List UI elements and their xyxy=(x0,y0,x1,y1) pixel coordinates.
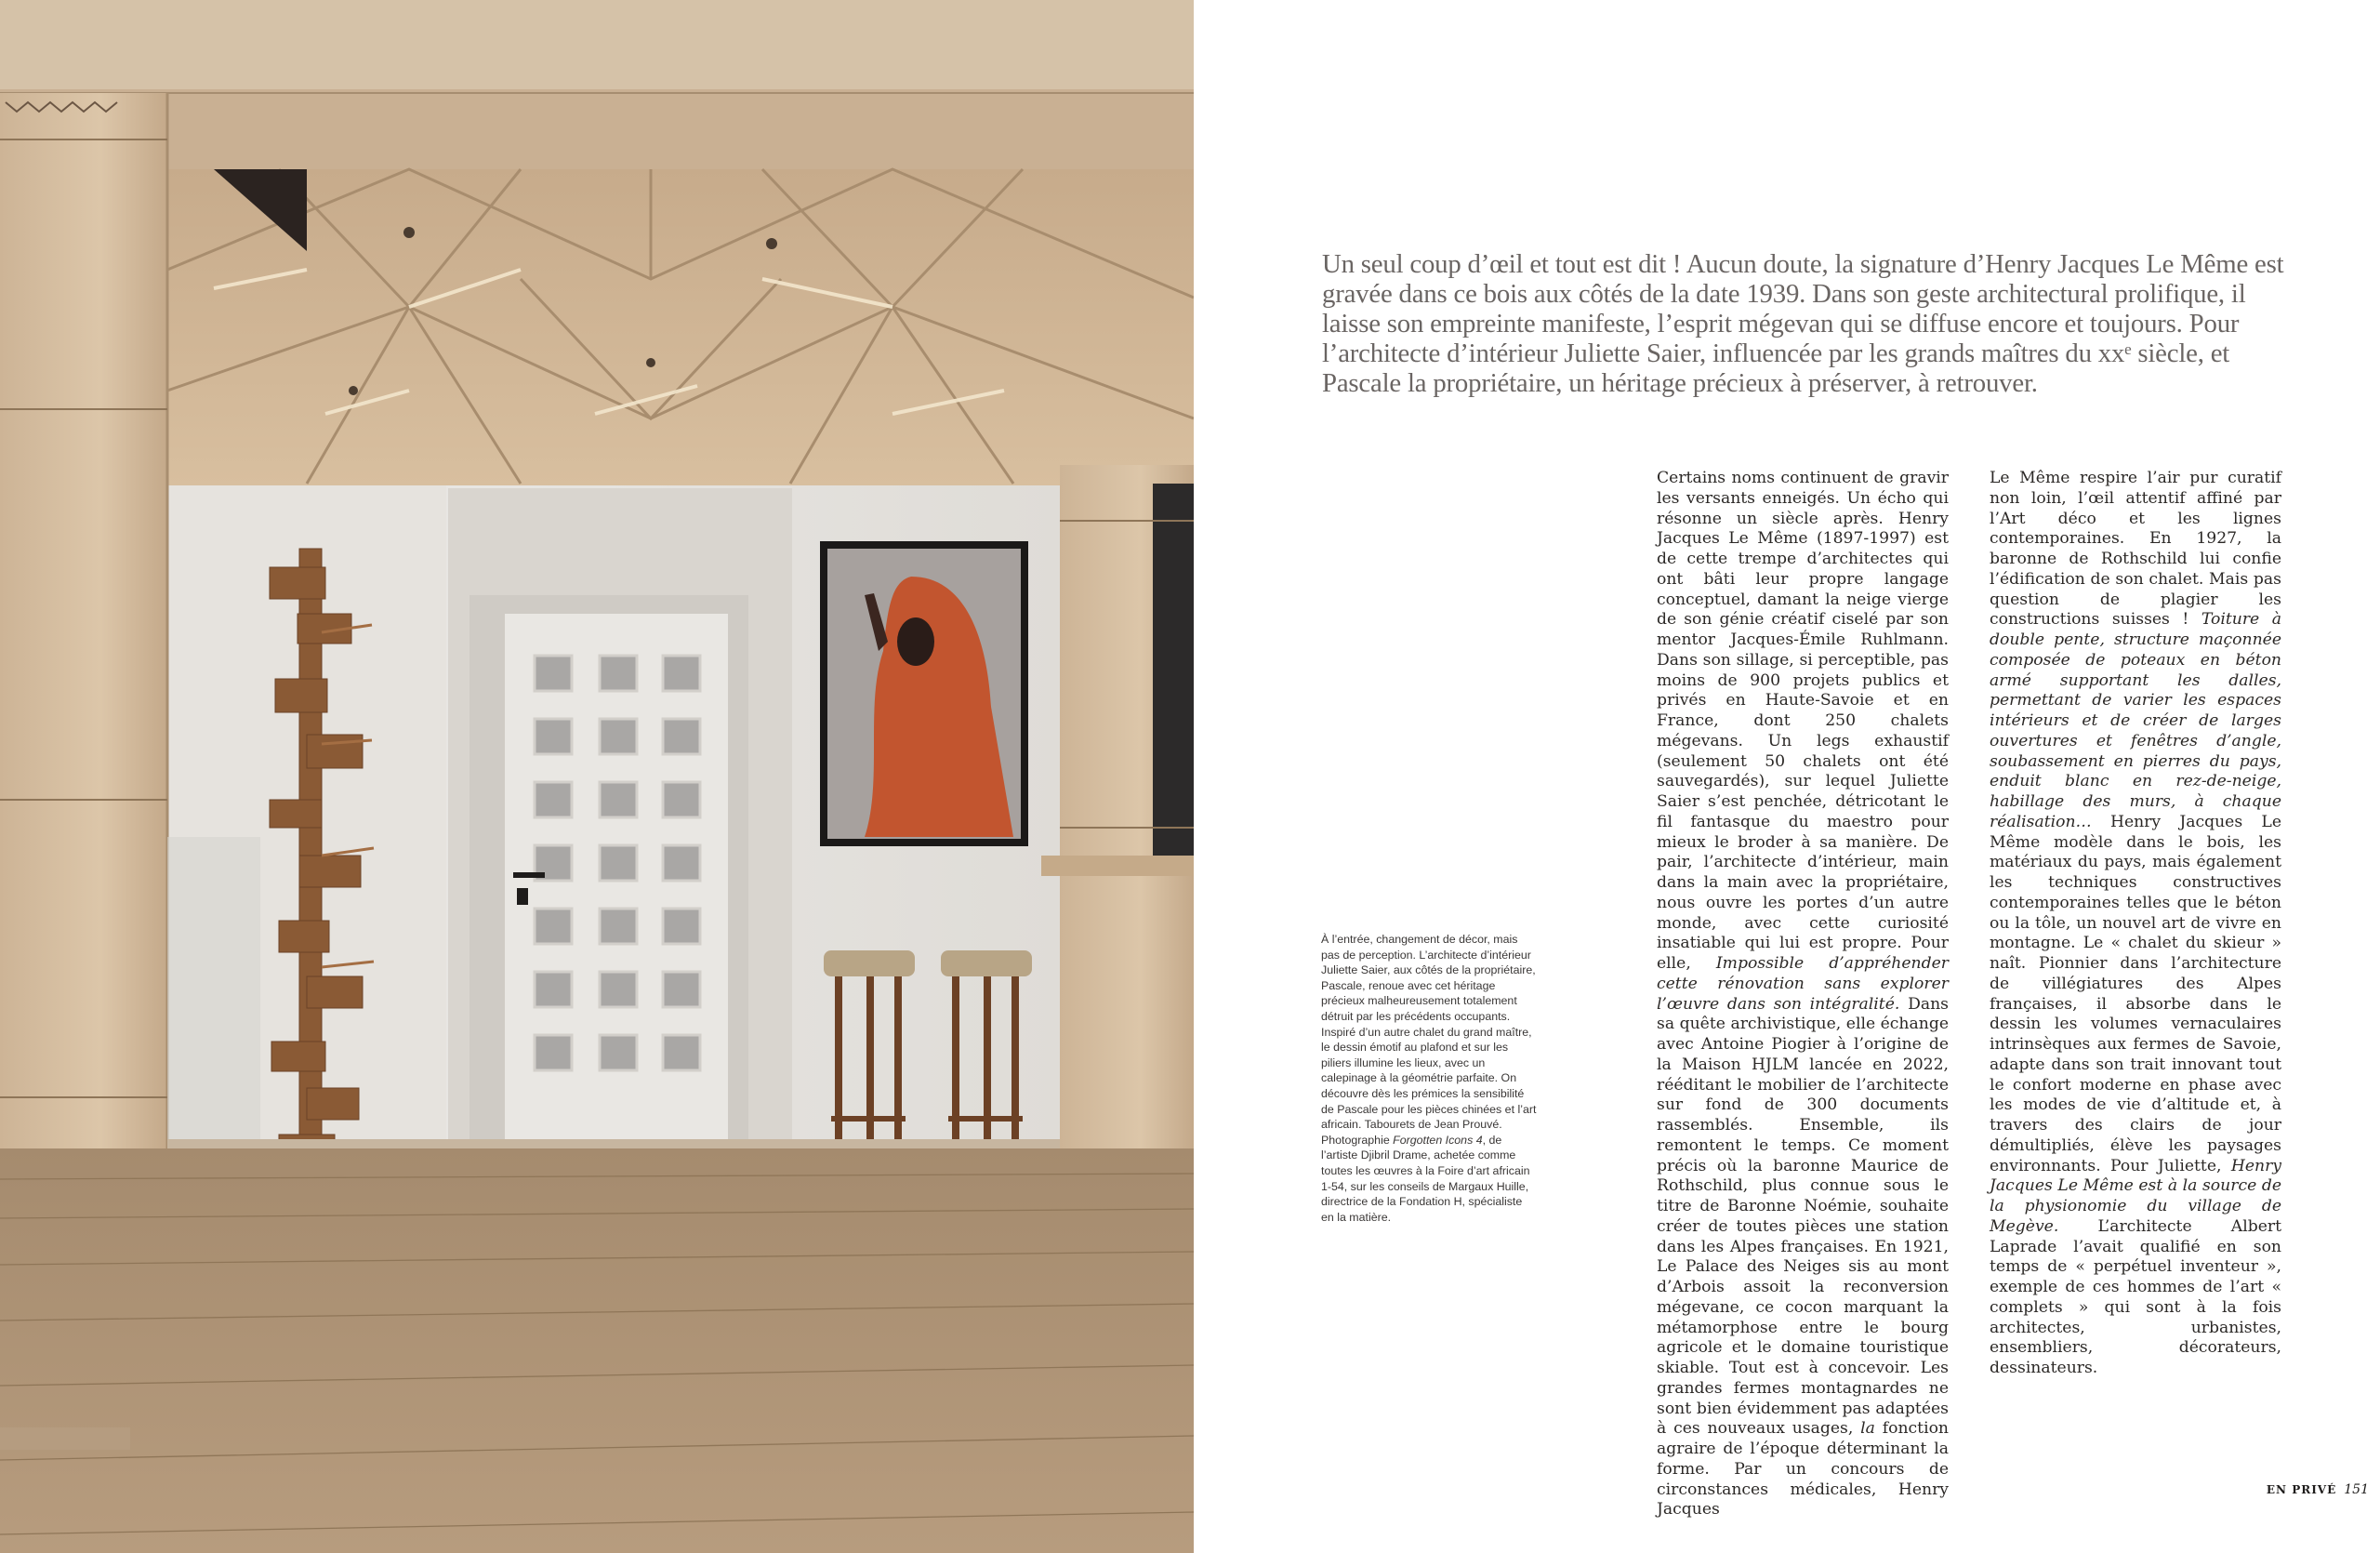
col1-text-3: fonction agraire de l’époque déterminant la forme. Par un concours de circonstances médicales, Henry Jacques xyxy=(1657,1419,1949,1520)
col2-text: Le Même respire l’air pur curatif non loin, l’œil attentif affiné par l’Art déco et les lignes contemporaines. En 1927, la baronne de Rothschild lui confie l’édification de son chalet. Mais pas question de plagier les constructions suisses ! xyxy=(1990,469,2281,630)
section-name: EN PRIVÉ xyxy=(2266,1483,2337,1496)
caption-artwork-title: Forgotten Icons 4 xyxy=(1393,1133,1483,1147)
page-folio xyxy=(2183,1482,2369,1497)
caption-text-end: , de l’artiste Djibril Drame, achetée comme toutes les œuvres à la Foire d’art africain 1-54, sur les conseils de Margaux Huille, directrice de la Fondation H, spécialiste en la matière. xyxy=(1321,1133,1530,1224)
caption-text: À l’entrée, changement de décor, mais pas de perception. L’architecte d’intérieur Juliette Saier, aux côtés de la propriétaire, Pascale, renoue avec cet héritage précieux malheureusement totalement détruit par les précédents occupants. Inspiré d’un autre chalet du grand maître, le dessin émotif au plafond et sur les piliers illumine les lieux, avec un calepinage à la géométrie parfaite. On découvre dès les prémices la sensibilité de Pascale pour les pièces chinées et l’art africain. Tabourets de Jean Prouvé. Photographie xyxy=(1321,933,1537,1147)
col2-text-2: Henry Jacques Le Même modèle dans le bois, les matériaux du pays, mais également les techniques constructives contemporaines telles que le béton ou la tôle, un nouvel art de vivre en montagne. Le « chalet du skieur » naît. Pionnier dans l’architecture de villégiatures des Alpes françaises, il absorbe dans le dessin les volumes vernaculaires intrinsèques aux fermes de Savoie, adapte dans son trait innovant tout le confort moderne en phase avec les modes de vie d’altitude et, à travers des clairs de jour démultipliés, élève les paysages environnants. Pour Juliette, xyxy=(1990,812,2281,1175)
body-column-2 xyxy=(1990,469,2281,1379)
col2-text-3: L’architecte Albert Laprade l’avait qualifié en son temps de « perpétuel inventeur », exemple de ces hommes de l’art « complets » qui sont à la fois architectes, urbanistes, ensembliers, décorateurs, dessinateurs. xyxy=(1990,1216,2281,1377)
col1-text: Certains noms continuent de gravir les versants enneigés. Un écho qui résonne un siècle après. Henry Jacques Le Même (1897-1997) est de cette trempe d’architectes qui ont bâti leur propre langage conceptuel, damant la neige vierge de son génie créatif ciselé par son mentor Jacques-Émile Ruhlmann. Dans son sillage, si perceptible, pas moins de 900 projets publics et privés en Haute-Savoie et en France, dont 250 chalets mégevans. Un legs exhaustif (seulement 50 chalets ont été sauvegardés), sur lequel Juliette Saier s’est penchée, détricotant le fil fantasque du maestro pour mieux le broder à sa manière. De pair, l’architecte d’intérieur, main dans la main avec la propriétaire, nous ouvre les portes d’un autre monde, avec cette curiosité insatiable qui lui est propre. Pour elle, xyxy=(1657,469,1949,973)
col2-quote-2: Henry Jacques Le Même est à la source de la physionomie du village de Megève. xyxy=(1990,1156,2281,1236)
body-column-1 xyxy=(1657,469,1949,1520)
col1-quote: Impossible d’appréhender cette rénovation sans explorer l’œuvre dans son intégralité. xyxy=(1657,954,1949,1014)
intro-paragraph: Un seul coup d’œil et tout est dit ! Aucun doute, la signature d’Henry Jacques Le Même est gravée dans ce bois aux côtés de la date 1939. Dans son geste architectural prolifique, il laisse son empreinte manifeste, l’esprit mégevan qui se diffuse encore et toujours. Pour l’architecte d’intérieur Juliette Saier, influencée par les grands maîtres du xxᵉ siècle, et Pascale la propriétaire, un héritage précieux à préserver, à retrouver. xyxy=(1322,249,2284,398)
col1-italic-word: la xyxy=(1860,1419,1875,1439)
text-page xyxy=(1194,0,2380,1553)
col1-text-2: Dans sa quête archivistique, elle échange avec Antoine Piogier à l’origine de la Maison HJLM lancée en 2022, rééditant le mobilier de l’architecte sur fond de 300 documents rassemblés. Ensemble, ils remontent le temps. Ce moment précis où la baronne Maurice de Rothschild, plus connue sous le titre de Baronne Noémie, souhaite créer de toutes pièces une station dans les Alpes françaises. En 1921, Le Palace des Neiges sis au mont d’Arbois assoit la reconversion mégevane, ce cocon marquant la métamorphose entre le bourg agricole et le domaine touristique skiable. Tout est à concevoir. Les grandes fermes montagnardes ne sont bien évidemment pas adaptées à ces nouveaux usages, xyxy=(1657,994,1949,1439)
col2-quote: Toiture à double pente, structure maçonnée composée de poteaux en béton armé supportant les dalles, permettant de varier les espaces intérieurs et de créer de larges ouvertures et fenêtres d’angle, soubassement en pierres du pays, enduit blanc en rez-de-neige, habillage des murs, à chaque réalisation… xyxy=(1990,610,2281,831)
photo-caption xyxy=(1321,932,1537,1225)
page-number: 151 xyxy=(2344,1482,2369,1497)
